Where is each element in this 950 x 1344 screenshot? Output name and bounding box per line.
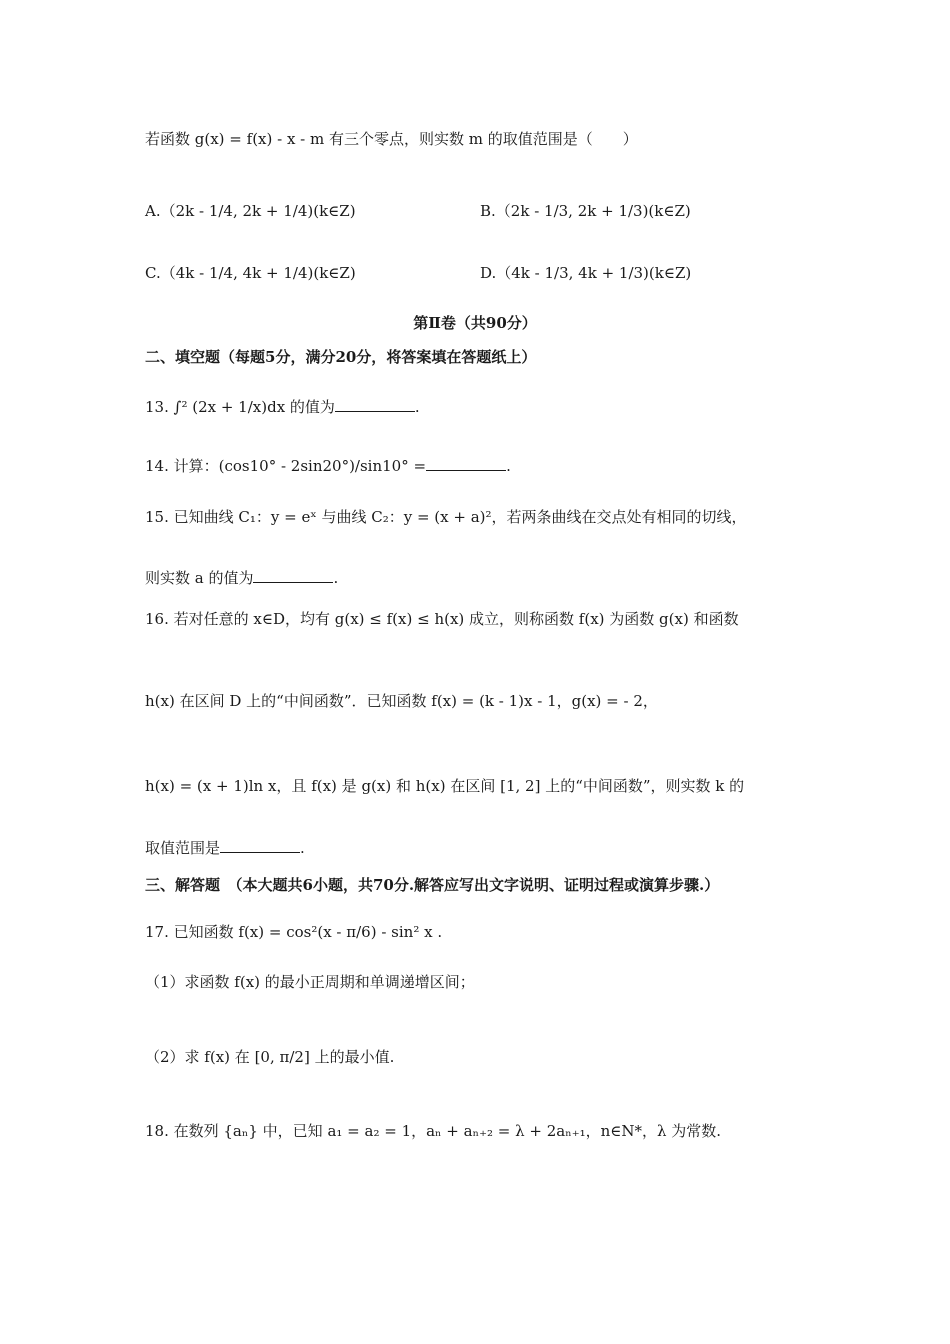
- q16-line1: 16. 若对任意的 x∈D，均有 g(x) ≤ f(x) ≤ h(x) 成立，则称函数 f(x) 为函数 g(x) 和函数: [145, 610, 739, 628]
- q13: 13. ∫² (2x + 1/x)dx 的值为 .: [145, 398, 420, 416]
- q15-text: 则实数 a 的值为: [145, 569, 254, 587]
- q16-text: 取值范围是: [145, 839, 221, 857]
- section2-title: 二、填空题（每题5分，满分20分，将答案填在答题纸上）: [145, 348, 537, 366]
- choice-c: C.（4k - 1/4, 4k + 1/4)(k∈Z): [145, 264, 356, 282]
- part2-title: 第Ⅱ卷（共90分）: [413, 314, 537, 332]
- section3-title: 三、解答题 （本大题共6小题，共70分.解答应写出文字说明、证明过程或演算步骤.）: [145, 876, 720, 894]
- q15-line2: 则实数 a 的值为 .: [145, 569, 339, 587]
- answer-blank: [253, 568, 333, 583]
- q17: 17. 已知函数 f(x) = cos²(x - π/6) - sin² x .: [145, 923, 443, 941]
- choice-b: B.（2k - 1/3, 2k + 1/3)(k∈Z): [480, 202, 691, 220]
- q18: 18. 在数列 {aₙ} 中，已知 a₁ = a₂ = 1，aₙ + aₙ₊₂ = λ + 2aₙ₊₁，n∈N*，λ 为常数.: [145, 1122, 722, 1140]
- choice-a: A.（2k - 1/4, 2k + 1/4)(k∈Z): [145, 202, 356, 220]
- q14: 14. 计算：(cos10° - 2sin20°)/sin10° = .: [145, 457, 511, 475]
- q12-stem: 若函数 g(x) = f(x) - x - m 有三个零点，则实数 m 的取值范围是（ ）: [145, 130, 638, 148]
- q17-part1: （1）求函数 f(x) 的最小正周期和单调递增区间；: [145, 973, 475, 991]
- q15-line1: 15. 已知曲线 C₁：y = eˣ 与曲线 C₂：y = (x + a)²，若两条曲线在交点处有相同的切线，: [145, 508, 747, 526]
- q16-line4: 取值范围是 .: [145, 839, 305, 857]
- answer-blank: [220, 838, 300, 853]
- q16-line3: h(x) = (x + 1)ln x，且 f(x) 是 g(x) 和 h(x) 在区间 [1, 2] 上的“中间函数”，则实数 k 的: [145, 777, 745, 795]
- answer-blank: [426, 456, 506, 471]
- choice-d: D.（4k - 1/3, 4k + 1/3)(k∈Z): [480, 264, 692, 282]
- q13-text: 13. ∫² (2x + 1/x)dx 的值为: [145, 398, 335, 416]
- q16-line2: h(x) 在区间 D 上的“中间函数”．已知函数 f(x) = (k - 1)x - 1，g(x) = - 2，: [145, 692, 658, 710]
- q17-part2: （2）求 f(x) 在 [0, π/2] 上的最小值.: [145, 1048, 395, 1066]
- answer-blank: [335, 397, 415, 412]
- q14-text: 14. 计算：(cos10° - 2sin20°)/sin10° =: [145, 457, 427, 475]
